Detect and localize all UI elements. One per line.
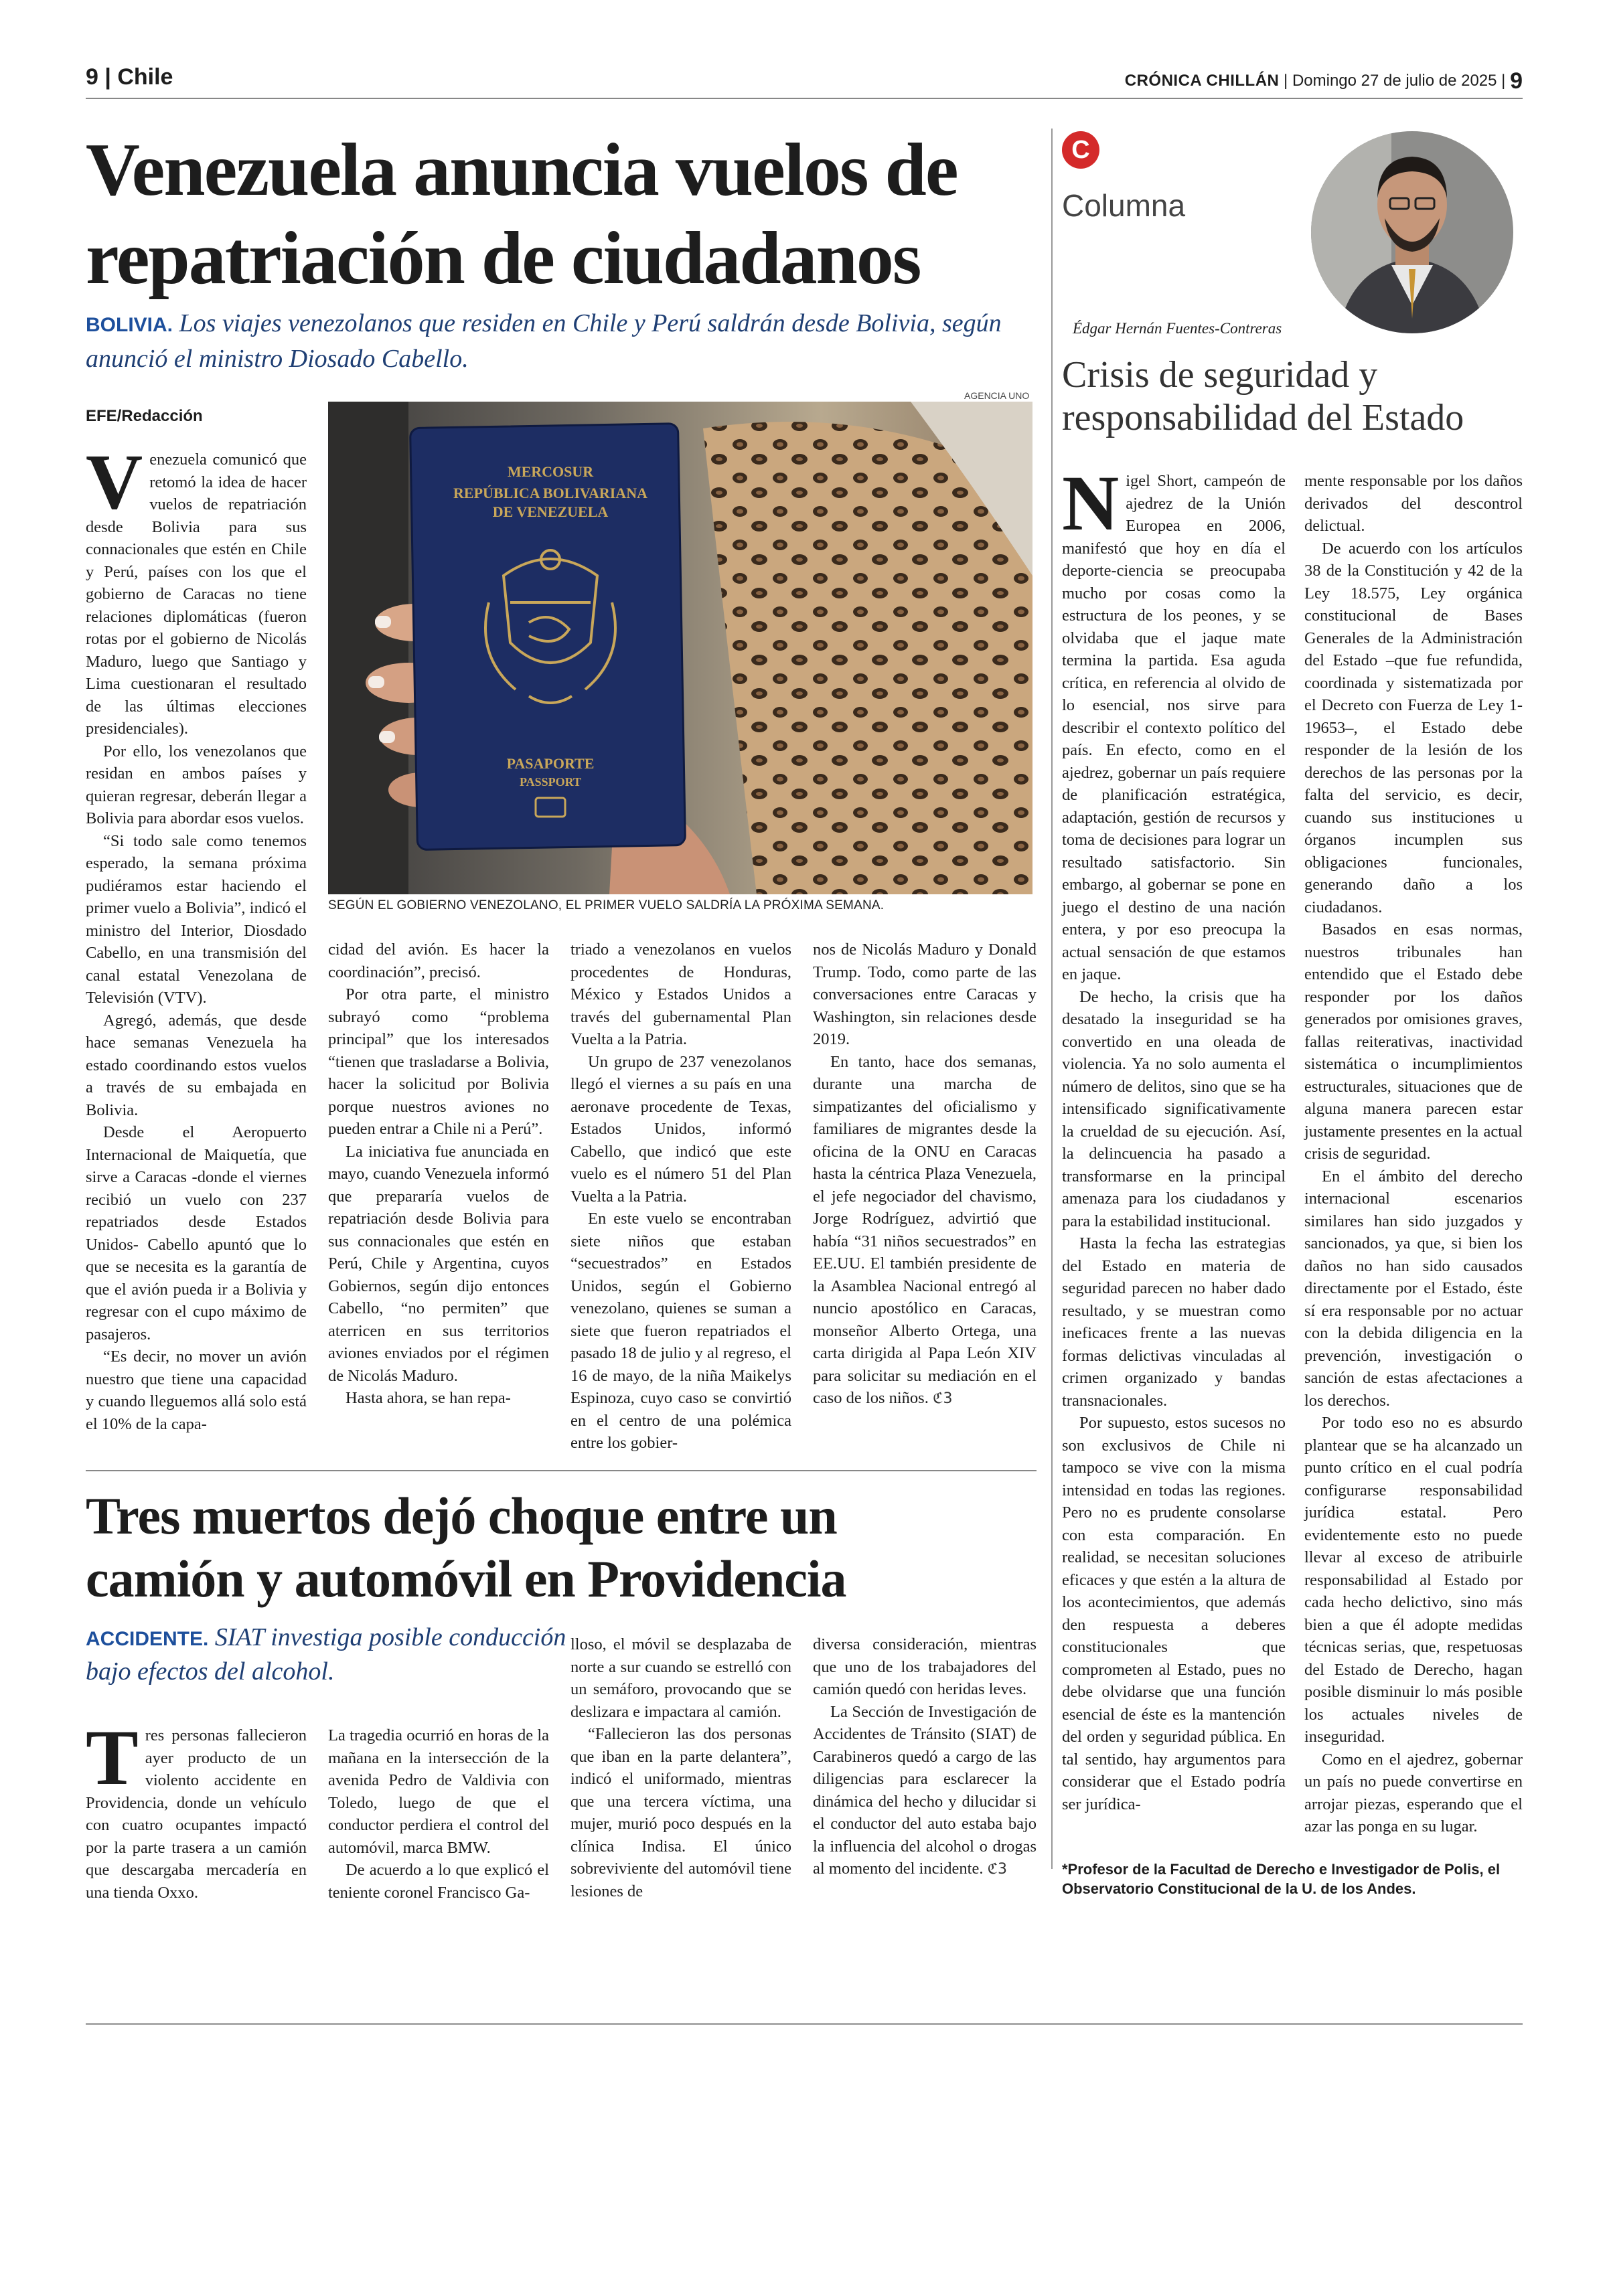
story1-column-1 [86, 438, 307, 1435]
paragraph: La tragedia ocurrió en horas de la mañana en la intersección de la avenida Pedro de Valdivia con Toledo, luego de que el conductor perdiera el control del automóvil, marca BMW. [328, 1726, 549, 1857]
paragraph: diversa consideración, mientras que uno de los trabajadores del camión quedó con heridas leves. [813, 1635, 1037, 1698]
page-number-right: 9 [1510, 68, 1523, 94]
footer-rule [86, 2023, 1523, 2025]
page-section-header: 9 | Chile [86, 64, 173, 90]
column-title: Crisis de seguridad y responsabilidad del Estado [1062, 354, 1464, 438]
story1-column-3 [570, 938, 791, 1455]
passport-text-1: MERCOSUR [507, 463, 594, 480]
paragraph: Como en el ajedrez, gobernar un país no puede convertirse en arrojar piezas, esperando que el azar las ponga en su lugar. [1304, 1750, 1523, 1835]
paragraph: Agregó, además, que desde hace semanas Venezuela ha estado coordinando estos vuelos a través de su embajada en Bolivia. [86, 1011, 307, 1119]
author-portrait [1311, 131, 1513, 333]
paragraph: Un grupo de 237 venezolanos llegó el viernes a su país en una aeronave procedente de Texas, Estados Unidos, informó Cabello, que indicó que este vuelo es el número 51 del Plan Vuelta a la Patria. [570, 1052, 791, 1206]
paragraph: “Si todo sale como tenemos esperado, la semana próxima pudiéramos estar haciendo el primer vuelo a Bolivia”, indicó el ministro del Interior, Diosdado Cabello, en una transmisión del canal estatal Venezolana de Televisión (VTV). [86, 831, 307, 1007]
paragraph: Nigel Short, campeón de ajedrez de la Unión Europea en 2006, manifestó que hoy en día el deporte-ciencia se preocupaba mucho por cosas como la estructura de los peones, y se olvidaba que el jaque mate termina la partida. Esa aguda crítica, en referencia al olvido de lo esencial, nos sirve para describir el contexto político del país. En efecto, como en el ajedrez, gobernar un país requiere de planificación estratégica, adaptación, gestión de recursos y toma de decisiones para lograr un resultado satisfactorio. Sin embargo, al gobernar se pone en juego el destino de una nación entera, y por eso preocupa la actual sensación de que estamos en jaque. [1062, 459, 1286, 983]
paragraph: triado a venezolanos en vuelos procedentes de Honduras, México y Estados Unidos a través del gubernamental Plan Vuelta a la Patria. [570, 940, 791, 1048]
story2-kicker: ACCIDENTE. [86, 1628, 209, 1650]
paragraph: En este vuelo se encontraban siete niños que estaban “secuestrados” en Estados Unidos, según el Gobierno venezolano, quienes se suman a siete que fueron repatriados el pasado 18 de julio y al regreso, el 16 de mayo, de la niña Maikelys Espinoza, cuyo caso se convirtió en el centro de una polémica entre los gobier- [570, 1210, 791, 1452]
paragraph: De hecho, la crisis que ha desatado la inseguridad se ha convertido en una oleada de violencia. Ya no solo aumenta el número de delitos, sino que se ha intensificado significativamente la crueldad de su ejecución. Así, la delincuencia ha pasado a transformarse en la principal amenaza para los ciudadanos y para la estabilidad institucional. [1062, 987, 1286, 1230]
story1-column-2 [328, 938, 549, 1410]
passport-photo [328, 402, 1032, 894]
passport-text-3: DE VENEZUELA [492, 503, 609, 520]
paragraph: En tanto, hace dos semanas, durante una marcha de simpatizantes del oficialismo y familiares de migrantes desde la oficina de la ONU en Caracas hasta la céntrica Plaza Venezuela, el jefe negociador del chavismo, Jorge Rodríguez, advirtió que había “31 niños secuestrados” en EE.UU. El también presidente de la Asamblea Nacional entregó al nuncio apostólico en Caracas, monseñor Alberto Ortega, una carta dirigida al Papa León XIV para solicitar su mediación en el caso de los niños. ℭ3 [813, 1052, 1037, 1407]
column-divider [1051, 129, 1053, 1869]
section-name: Chile [117, 64, 173, 90]
story2-column-2 [328, 1724, 549, 1904]
paragraph: “Fallecieron las dos personas que iban en la parte delantera”, indicó el uniformado, mientras que una tercera víctima, una mujer, murió poco después en la clínica Indisa. El único sobreviviente del automóvil tiene lesiones de [570, 1725, 791, 1900]
story1-dek-text: Los viajes venezolanos que residen en Chile y Perú saldrán desde Bolivia, según anunció el ministro Diosado Cabello. [86, 309, 1002, 373]
paragraph: Por otra parte, el ministro subrayó como “problema principal” que los interesados “tienen que trasladarse a Bolivia, hacer la solicitud por Bolivia porque nuestros aviones no pueden entrar a Chile ni a Perú”. [328, 985, 549, 1138]
masthead-info: CRÓNICA CHILLÁN | Domingo 27 de julio de 2025 | 9 [1124, 68, 1523, 94]
author-portrait-illustration [1311, 131, 1513, 333]
paragraph: cidad del avión. Es hacer la coordinación”, precisó. [328, 940, 549, 981]
story2-dek-text: SIAT investiga posible conducción bajo efectos del alcohol. [86, 1623, 566, 1686]
paragraph: Desde el Aeropuerto Internacional de Maiquetía, que sirve a Caracas -donde el viernes recibió un vuelo con 237 repatriados desde Estados Unidos- Cabello apuntó que lo que se necesita es la garantía de que el avión pueda ir a Bolivia y regresar con el cupo máximo de pasajeros. [86, 1123, 307, 1343]
photo-caption: SEGÚN EL GOBIERNO VENEZOLANO, EL PRIMER VUELO SALDRÍA LA PRÓXIMA SEMANA. [328, 898, 885, 912]
passport-photo-illustration [328, 402, 1032, 894]
end-mark-icon: ℭ3 [932, 1390, 953, 1407]
column-author: Édgar Hernán Fuentes-Contreras [1073, 320, 1282, 337]
paragraph: Por supuesto, estos sucesos no son exclusivos de Chile ni tampoco se vive con la misma intensidad en todas las regiones. Pero no es prudente consolarse con esta comparación. En realidad, se necesitan soluciones eficaces y que estén a la altura de los acontecimientos, que además den respuesta a deberes constitucionales que comprometen al Estado, pues no debe olvidarse que una función esencial de éste es la mantención del orden y seguridad pública. En tal sentido, hay argumentos para considerar que el Estado podría ser jurídica- [1062, 1414, 1286, 1813]
story2-column-3 [570, 1633, 791, 1902]
paragraph: Tres personas fallecieron ayer producto de un violento accidente en Providencia, donde un vehículo con cuatro ocupantes impactó por la parte trasera a un camión que descargaba mercadería en una tienda Oxxo. [86, 1714, 307, 1902]
paragraph: “Es decir, no mover un avión nuestro que tiene una capacidad y cuando lleguemos allá solo está el 10% de la capa- [86, 1347, 307, 1433]
story1-dek [86, 307, 1050, 376]
paragraph: Hasta la fecha las estrategias del Estado en materia de seguridad parecen no haber dado resultado, y se muestran como ineficaces frente a las nuevas formas delictivas vinculadas al crimen organizado y bandas transnacionales. [1062, 1234, 1286, 1410]
story2-column-4 [813, 1633, 1037, 1881]
newspaper-name: CRÓNICA CHILLÁN [1124, 72, 1280, 90]
page-number: 9 [86, 64, 98, 90]
story1-kicker: BOLIVIA. [86, 314, 173, 336]
paragraph: Venezuela comunicó que retomó la idea de hacer vuelos de repatriación desde Bolivia para sus connacionales que estén en Chile y Perú, países con los que el gobierno de Caracas no tiene relaciones diplomáticas (fueron rotas por el gobierno de Nicolás Maduro, luego que Santiago y Lima cuestionaran el resultado de las últimas elecciones presidenciales). [86, 438, 307, 738]
story1-headline: Venezuela anuncia vuelos de repatriación de ciudadanos [86, 129, 958, 300]
paragraph: La iniciativa fue anunciada en mayo, cuando Venezuela informó que prepararía vuelos de repatriación desde Bolivia para sus connacionales que estén en Perú, Chile y Argentina, cuyos Gobiernos, según dijo entonces Cabello, “no permiten” que aterricen en sus territorios aviones enviados por el régimen de Nicolás Maduro. [328, 1142, 549, 1385]
story2-column-1 [86, 1714, 307, 1904]
column-body-1 [1062, 459, 1286, 1815]
paragraph: En el ámbito del derecho internacional escenarios similares han sido juzgados y sancionados, ya que, si bien los daños no han sido causados directamente por el Estado, éste sí era responsable por no actuar con la debida diligencia en la prevención, investigación o sanción de estas afectaciones a los derechos. [1304, 1167, 1523, 1410]
paragraph: Por ello, los venezolanos que residan en ambos países y quieran regresar, deberán llegar a Bolivia para abordar esos vuelos. [86, 742, 307, 827]
photo-credit: AGENCIA UNO [964, 390, 1030, 401]
story2-dek [86, 1621, 568, 1688]
story1-byline: EFE/Redacción [86, 407, 203, 425]
column-badge-icon: C [1062, 131, 1099, 169]
paragraph: nos de Nicolás Maduro y Donald Trump. Todo, como parte de las conversaciones entre Caracas y Washington, sin relaciones desde 2019. [813, 940, 1037, 1048]
story-divider [86, 1470, 1037, 1471]
story2-headline: Tres muertos dejó choque entre un camión y automóvil en Providencia [86, 1487, 846, 1608]
column-body-2 [1304, 470, 1523, 1838]
column-label: Columna [1062, 188, 1186, 223]
header-rule [86, 98, 1523, 99]
author-note: *Profesor de la Facultad de Derecho e Investigador de Polis, el Observatorio Constitucional de la U. de los Andes. [1062, 1861, 1501, 1897]
end-mark-icon: ℭ3 [987, 1861, 1008, 1878]
paragraph: lloso, el móvil se desplazaba de norte a sur cuando se estrelló con un semáforo, provocando que se deslizara e impactara al camión. [570, 1635, 791, 1721]
paragraph: De acuerdo a lo que explicó el teniente coronel Francisco Ga- [328, 1861, 549, 1902]
story1-column-4 [813, 938, 1037, 1410]
paragraph: Por todo eso no es absurdo plantear que se ha alcanzado un punto crítico en el cual podría configurarse responsabilidad jurídica estatal. Pero evidentemente esto no puede llevar al exceso de atribuirle responsabilidad al Estado por cada hecho delictivo, sino más bien a que él adopte medidas técnicas serias, que, respetuosas del Estado de Derecho, hagan posible disminuir lo más posible los actuales niveles de inseguridad. [1304, 1414, 1523, 1746]
paragraph: De acuerdo con los artículos 38 de la Constitución y 42 de la Ley 18.575, Ley orgánica constitucional de Bases Generales de la Administración del Estado –que fue refundida, coordinada y sistematizada por el Decreto con Fuerza de Ley 1-19653–, el Estado debe responder de la lesión de los derechos de las personas por la falta del servicio, es decir, cuando sus instituciones u órganos incumplen sus obligaciones funcionales, generando daño a los ciudadanos. [1304, 539, 1523, 916]
passport-text-4: PASAPORTE [506, 755, 595, 772]
paragraph: La Sección de Investigación de Accidentes de Tránsito (SIAT) de Carabineros quedó a cargo de las diligencias para esclarecer la dinámica del hecho y dilucidar si el conductor del auto estaba bajo la influencia del alcohol o drogas al momento del incidente. ℭ3 [813, 1702, 1037, 1878]
passport-text-5: PASSPORT [519, 775, 582, 789]
paragraph: Hasta ahora, se han repa- [346, 1389, 511, 1407]
paragraph: mente responsable por los daños derivados del descontrol delictual. [1304, 472, 1523, 535]
paragraph: Basados en esas normas, nuestros tribunales han entendido que el Estado debe responder por los daños generados por omisiones graves, fallas reiterativas, inactividad sistemática o incumplimientos estructurales, situaciones que de alguna manera parecen estar justamente presentes en la actual crisis de seguridad. [1304, 920, 1523, 1163]
issue-date: Domingo 27 de julio de 2025 [1292, 72, 1497, 90]
passport-text-2: REPÚBLICA BOLIVARIANA [453, 485, 647, 501]
